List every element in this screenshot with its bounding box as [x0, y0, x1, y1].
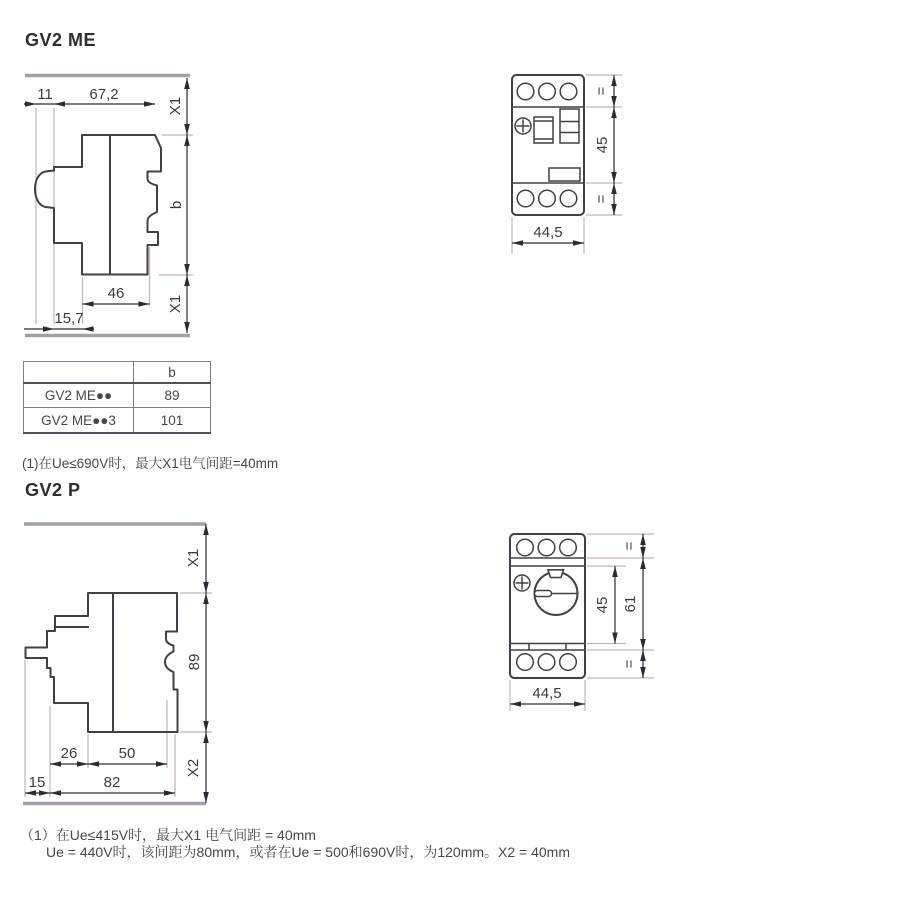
table-header-b: b: [134, 362, 211, 384]
dimension-45: [594, 566, 618, 644]
table-row: [24, 383, 211, 408]
dim-label-b: b: [168, 200, 185, 210]
dim-label-x1-bottom: X1: [167, 294, 184, 314]
terminal-screws-bottom: [517, 654, 577, 671]
knob-pointer-slot: [535, 591, 552, 597]
footnote-line-1: （1）在Ue≤415V时，最大X1 电气间距 = 40mm: [20, 827, 316, 843]
dim-label-45: 45: [594, 136, 611, 154]
dim-label-x1-top: X1: [167, 96, 184, 116]
table-row: [24, 408, 211, 434]
dimension-right-chain: [593, 75, 617, 215]
footnote-line-2: Ue = 440V时，该间距为80mm，或者在Ue = 500和690V时，为120mm。X2 = 40mm: [46, 844, 571, 860]
table-header-model: [24, 362, 134, 384]
terminal-screws-bottom: [517, 190, 577, 207]
terminal-screws-top: [517, 83, 577, 100]
dimension-top-chain: [24, 86, 155, 107]
height-table: [23, 361, 211, 434]
dim-label-45: 45: [594, 596, 611, 614]
dim-label-equal-bottom: =: [593, 194, 610, 204]
dim-label-46: 46: [107, 285, 125, 302]
dimension-right-chain: [621, 534, 646, 678]
rotary-knob: [535, 570, 578, 615]
knob-top-notch: [548, 570, 564, 578]
dim-label-44-5: 44,5: [533, 224, 563, 241]
gv2-p-side-view-drawing: [0, 508, 240, 820]
dim-label-15-7: 15,7: [54, 310, 84, 327]
dimension-bottom-chain: [24, 285, 150, 332]
table-header-row: [24, 362, 211, 384]
dim-label-x1: X1: [185, 548, 202, 568]
dimension-bottom-chain: [25, 745, 175, 796]
table-cell-b: 89: [134, 383, 211, 408]
dim-label-equal-top: =: [621, 541, 638, 551]
dimension-width: [512, 224, 584, 246]
extension-lines: [512, 75, 622, 254]
table-cell-model: GV2 ME●●: [24, 383, 134, 408]
adjustment-screw-icon: [515, 118, 531, 134]
footnote-gv2-me: (1)在Ue≤690V时，最大X1电气间距=40mm: [22, 456, 279, 471]
gv2-p-front-view-drawing: [490, 512, 660, 724]
footnote-gv2-p: [20, 827, 570, 861]
dimension-right-chain: [185, 524, 209, 803]
section-title-gv2-me: GV2 ME: [25, 30, 97, 50]
dim-label-82: 82: [103, 774, 121, 791]
dimension-width: [510, 685, 585, 707]
table-cell-b: 101: [134, 408, 211, 434]
start-stop-buttons: [534, 109, 579, 143]
gv2-me-front-view-drawing: [490, 58, 640, 263]
dim-label-26: 26: [60, 745, 78, 762]
terminal-screws-top: [517, 539, 577, 556]
breaker-side-profile: [26, 593, 178, 732]
dim-label-15: 15: [28, 774, 46, 791]
dim-label-11: 11: [37, 86, 53, 103]
dim-label-67-2: 67,2: [89, 86, 119, 103]
breaker-front-outline: [512, 75, 584, 215]
dim-label-44-5: 44,5: [532, 685, 562, 702]
dim-label-equal-top: =: [593, 86, 610, 96]
gv2-me-side-view-drawing: [0, 55, 240, 345]
dimension-right-chain: [167, 78, 190, 333]
dim-label-89: 89: [186, 653, 203, 671]
table-cell-model: GV2 ME●●3: [24, 408, 134, 434]
dim-label-x2: X2: [185, 758, 202, 778]
dim-label-61: 61: [622, 595, 639, 613]
adjustment-screw-icon: [514, 575, 530, 591]
label-window: [549, 168, 580, 181]
dim-label-equal-bottom: =: [621, 659, 638, 669]
dim-label-50: 50: [118, 745, 136, 762]
section-title-gv2-p: GV2 P: [25, 480, 81, 500]
